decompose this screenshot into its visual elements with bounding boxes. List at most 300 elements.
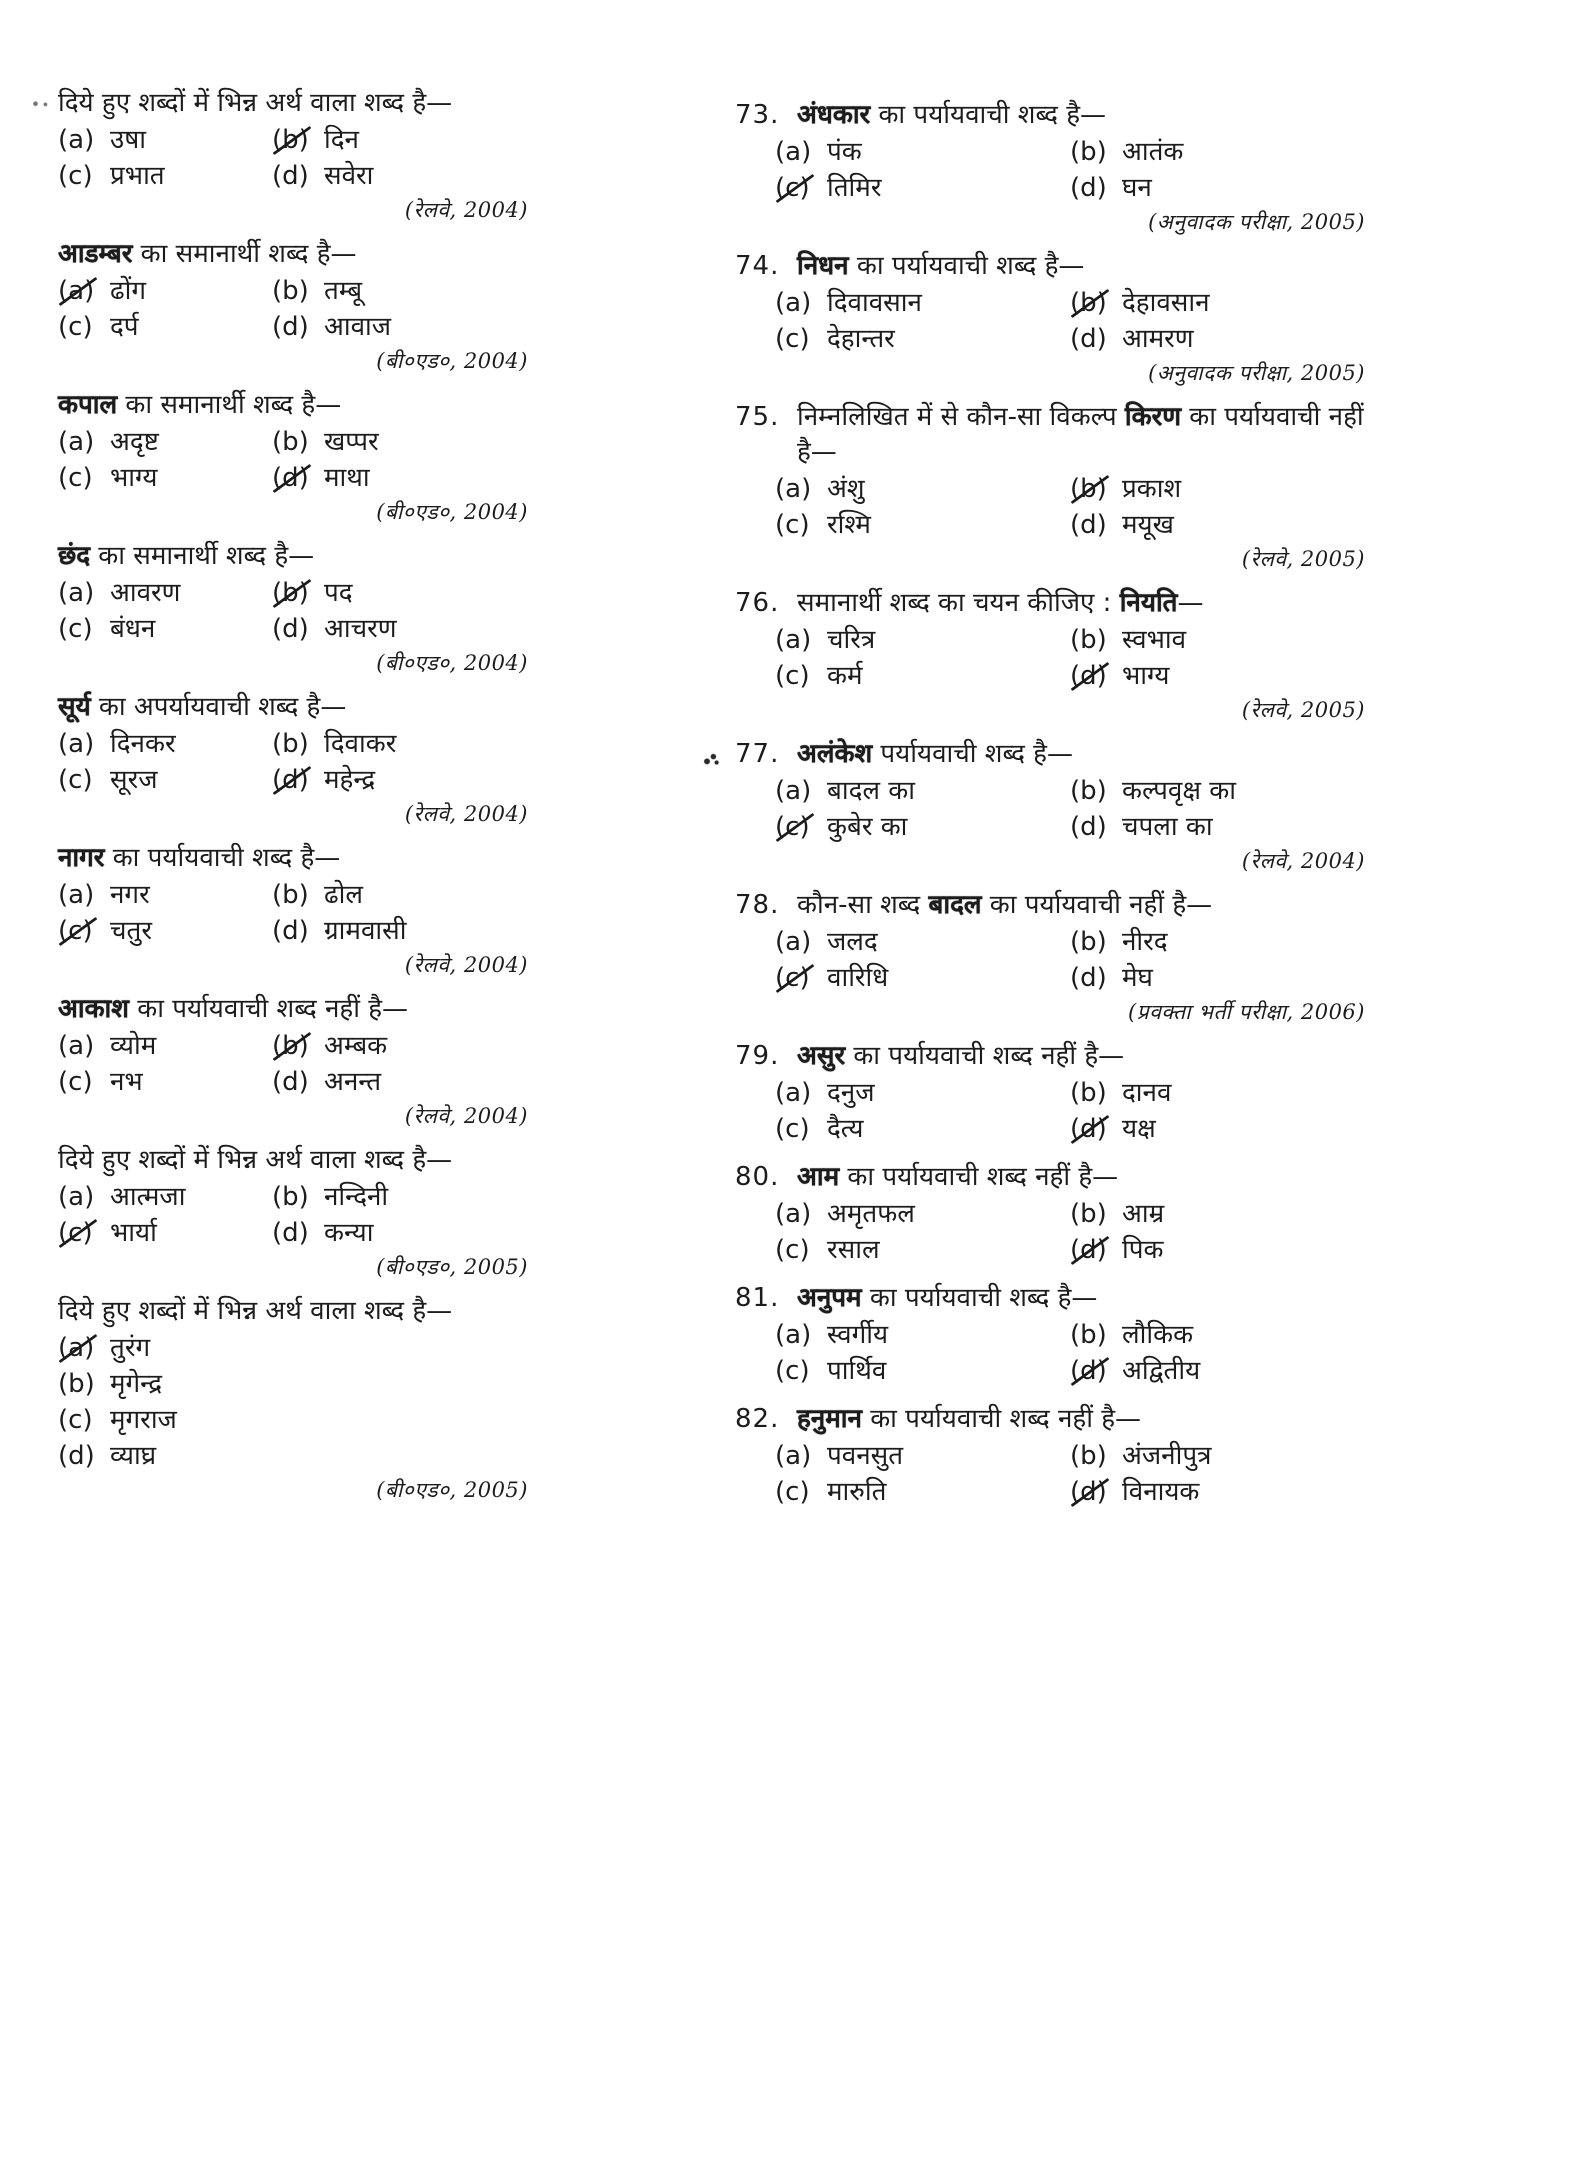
- option-text: दनुज: [827, 1078, 875, 1108]
- option-text: अंशु: [827, 474, 865, 504]
- question-text-segment: नियति: [1119, 588, 1178, 618]
- option-letter: (d): [1070, 324, 1107, 354]
- question-text: [58, 992, 528, 1027]
- option-letter: (b): [272, 276, 309, 306]
- question-text: [797, 737, 1365, 772]
- option-c: [58, 1403, 528, 1438]
- option-text: सूरज: [110, 765, 158, 795]
- options: [775, 1197, 1365, 1268]
- question-block: [58, 1294, 528, 1504]
- option-letter-pen-marked: (d): [1070, 1354, 1122, 1389]
- question-text-segment: का पर्यायवाची शब्द है—: [104, 843, 341, 873]
- option-b: [1070, 1318, 1365, 1353]
- question-number: 74.: [735, 251, 780, 281]
- option-letter: (a): [58, 427, 95, 457]
- option-letter: (c): [58, 312, 93, 342]
- option-letter-pen-marked: (b): [272, 1029, 324, 1064]
- question-text-segment: आडम्बर: [58, 239, 133, 269]
- option-text: बादल का: [827, 776, 915, 806]
- option-b: [1070, 623, 1365, 658]
- question-text-segment: का समानार्थी शब्द है—: [117, 390, 342, 420]
- options: [58, 123, 528, 194]
- option-text: दिनकर: [110, 729, 176, 759]
- option-text: पार्थिव: [827, 1356, 887, 1386]
- option-letter: (a): [58, 880, 95, 910]
- question-number: 76.: [735, 588, 780, 618]
- option-d: [272, 612, 528, 647]
- exam-source-label: (बी०एड०, 2005): [376, 1478, 528, 1502]
- option-b: [272, 727, 528, 762]
- question-text-segment: पर्यायवाची शब्द है—: [872, 739, 1073, 769]
- option-letter: (c): [58, 1067, 93, 1097]
- exam-source-label: (बी०एड०, 2004): [376, 349, 528, 373]
- question-line: [58, 1294, 528, 1329]
- option-d: [1070, 659, 1365, 694]
- option-letter-pen-marked: (c): [775, 171, 827, 206]
- option-text: पवनसुत: [827, 1441, 904, 1471]
- option-text: अनन्त: [324, 1067, 382, 1097]
- option-a: [58, 425, 272, 460]
- option-c: [58, 461, 272, 496]
- option-text: कल्पवृक्ष का: [1122, 776, 1236, 806]
- exam-source-label: (बी०एड०, 2004): [376, 500, 528, 524]
- option-text: चरित्र: [827, 625, 876, 655]
- option-letter: (c): [58, 614, 93, 644]
- option-letter: (d): [1070, 963, 1107, 993]
- option-a: [775, 774, 1070, 809]
- option-text: जलद: [827, 927, 878, 957]
- option-text: अमृतफल: [827, 1199, 915, 1229]
- option-text: पद: [324, 578, 353, 608]
- option-text: रश्मि: [827, 510, 871, 540]
- option-c: [775, 508, 1070, 543]
- option-letter: (b): [1070, 1441, 1107, 1471]
- option-d: [272, 1216, 528, 1251]
- option-letter-pen-marked: (c): [58, 914, 110, 949]
- question-text: [58, 388, 528, 423]
- exam-source-label: (रेलवे, 2004): [404, 198, 528, 222]
- option-letter: (d): [272, 312, 309, 342]
- question-block: [735, 586, 1365, 724]
- question-block: [735, 737, 1365, 875]
- option-d: [272, 159, 528, 194]
- question-block: [735, 888, 1365, 1026]
- option-letter: (c): [58, 463, 93, 493]
- exam-source-label: (अनुवादक परीक्षा, 2005): [1148, 210, 1365, 234]
- option-text: आतंक: [1122, 137, 1184, 167]
- option-letter-pen-marked: (a): [58, 1331, 110, 1366]
- option-text: बंधन: [110, 614, 156, 644]
- option-text: दैत्य: [827, 1114, 864, 1144]
- option-letter-pen-marked: (c): [775, 961, 827, 996]
- exam-source-label: (रेलवे, 2005): [1241, 698, 1365, 722]
- option-text: घन: [1122, 173, 1152, 203]
- question-text-segment: का पर्यायवाची शब्द है—: [870, 100, 1107, 130]
- option-letter: (a): [775, 137, 812, 167]
- option-text: अम्बक: [324, 1031, 388, 1061]
- option-letter: (c): [58, 1405, 93, 1435]
- question-text-segment: का पर्यायवाची शब्द नहीं है—: [839, 1162, 1119, 1192]
- option-text: नीरद: [1122, 927, 1168, 957]
- option-c: [58, 612, 272, 647]
- question-text-segment: अनुपम: [797, 1283, 862, 1313]
- question-line: [735, 1039, 1365, 1074]
- option-text: व्याघ्र: [110, 1441, 157, 1471]
- question-line: [735, 400, 1365, 470]
- exam-source-label: (प्रवक्ता भर्ती परीक्षा, 2006): [1128, 1000, 1365, 1024]
- option-text: मयूख: [1122, 510, 1174, 540]
- question-block: [735, 1402, 1365, 1510]
- option-letter: (a): [775, 1199, 812, 1229]
- option-text: ढोल: [324, 880, 364, 910]
- question-number: 79.: [735, 1041, 780, 1071]
- option-letter-pen-marked: (d): [272, 763, 324, 798]
- question-block: [58, 992, 528, 1130]
- option-text: अंजनीपुत्र: [1122, 1441, 1212, 1471]
- option-letter-pen-marked: (b): [1070, 472, 1122, 507]
- option-c: [58, 310, 272, 345]
- question-line: [735, 98, 1365, 133]
- option-c: [775, 1475, 1070, 1510]
- option-text: तिमिर: [827, 173, 882, 203]
- question-line: [58, 388, 528, 423]
- question-text-segment: का पर्यायवाची नहीं है—: [981, 890, 1213, 920]
- option-b: [1070, 774, 1365, 809]
- option-letter: (b): [1070, 137, 1107, 167]
- option-letter: (c): [775, 510, 810, 540]
- option-text: प्रभात: [110, 161, 165, 191]
- question-block: [735, 1281, 1365, 1389]
- exam-source-label: (रेलवे, 2005): [1241, 547, 1365, 571]
- question-text: [58, 1143, 528, 1178]
- option-letter: (a): [775, 1078, 812, 1108]
- option-text: दिन: [324, 125, 359, 155]
- option-letter: (a): [58, 1182, 95, 1212]
- option-letter: (d): [272, 916, 309, 946]
- option-text: नभ: [110, 1067, 143, 1097]
- option-letter: (c): [775, 1235, 810, 1265]
- question-block: [735, 249, 1365, 387]
- question-text: [58, 539, 528, 574]
- option-c: [58, 159, 272, 194]
- option-text: आचरण: [324, 614, 397, 644]
- option-a: [775, 135, 1070, 170]
- options: [58, 727, 528, 798]
- question-text-segment: का पर्यायवाची शब्द नहीं है—: [861, 1404, 1141, 1434]
- question-number: 80.: [735, 1162, 780, 1192]
- option-a: [775, 1076, 1070, 1111]
- question-text-segment: आकाश: [58, 994, 129, 1024]
- option-text: स्वर्गीय: [827, 1320, 889, 1350]
- question-text: [797, 1039, 1365, 1074]
- option-text: पंक: [827, 137, 862, 167]
- question-block: [58, 237, 528, 375]
- question-text-segment: हनुमान: [797, 1404, 862, 1434]
- option-text: अद्वितीय: [1122, 1356, 1201, 1386]
- question-text-segment: का पर्यायवाची शब्द नहीं है—: [128, 994, 409, 1024]
- option-text: भाग्य: [110, 463, 158, 493]
- option-text: रसाल: [827, 1235, 880, 1265]
- option-letter: (d): [1070, 510, 1107, 540]
- right-column: [735, 86, 1365, 1523]
- question-block: [735, 1039, 1365, 1147]
- option-text: दानव: [1122, 1078, 1172, 1108]
- options: [775, 135, 1365, 206]
- question-text-segment: का पर्यायवाची शब्द है—: [861, 1283, 1098, 1313]
- option-letter-pen-marked: (a): [58, 274, 110, 309]
- option-letter: (c): [775, 1114, 810, 1144]
- question-text: [58, 1294, 528, 1329]
- question-block: [58, 388, 528, 526]
- exam-source-label: (रेलवे, 2004): [1241, 849, 1365, 873]
- question-block: [58, 86, 528, 224]
- option-a: [58, 1180, 272, 1215]
- exam-source-label: (बी०एड०, 2004): [376, 651, 528, 675]
- option-text: उषा: [110, 125, 147, 155]
- option-text: ग्रामवासी: [324, 916, 407, 946]
- option-c: [58, 1065, 272, 1100]
- option-text: वारिधि: [827, 963, 889, 993]
- question-number: 81.: [735, 1283, 780, 1313]
- option-b: [272, 1180, 528, 1215]
- option-a: [775, 1318, 1070, 1353]
- question-text-segment: अंधकार: [797, 100, 871, 130]
- option-c: [775, 322, 1070, 357]
- option-c: [58, 914, 272, 949]
- question-text-segment: असुर: [797, 1041, 846, 1071]
- option-b: [1070, 1076, 1365, 1111]
- option-letter: (b): [1070, 927, 1107, 957]
- question-number: 73.: [735, 100, 780, 130]
- option-letter: (c): [775, 661, 810, 691]
- question-text-segment: सूर्य: [58, 692, 91, 722]
- options: [775, 286, 1365, 357]
- option-letter: (c): [775, 1356, 810, 1386]
- option-a: [58, 1029, 272, 1064]
- question-text: [797, 400, 1365, 470]
- option-letter: (b): [272, 729, 309, 759]
- option-b: [272, 425, 528, 460]
- question-text-segment: नागर: [58, 843, 105, 873]
- question-text-segment: अलंकेश: [797, 739, 873, 769]
- question-text-segment: का पर्यायवाची शब्द है—: [848, 251, 1085, 281]
- question-text-segment: दिये हुए शब्दों में भिन्न अर्थ वाला शब्द है—: [58, 1145, 453, 1175]
- option-letter-pen-marked: (b): [1070, 286, 1122, 321]
- question-text-segment: दिये हुए शब्दों में भिन्न अर्थ वाला शब्द है—: [58, 1296, 453, 1326]
- option-d: [272, 461, 528, 496]
- question-line: [58, 237, 528, 272]
- option-d: [272, 310, 528, 345]
- option-b: [272, 576, 528, 611]
- option-letter: (b): [1070, 1199, 1107, 1229]
- question-line: [58, 992, 528, 1027]
- pen-mark: [701, 751, 721, 767]
- question-text-segment: छंद: [58, 541, 91, 571]
- question-line: [735, 888, 1365, 923]
- option-a: [58, 727, 272, 762]
- option-text: चपला का: [1122, 812, 1213, 842]
- option-a: [58, 123, 272, 158]
- options: [58, 576, 528, 647]
- option-c: [775, 1233, 1070, 1268]
- option-text: नन्दिनी: [324, 1182, 389, 1212]
- options: [775, 774, 1365, 845]
- option-text: खप्पर: [324, 427, 379, 457]
- question-number: 75.: [735, 402, 780, 432]
- option-b: [58, 1367, 528, 1402]
- option-letter-pen-marked: (d): [1070, 1112, 1122, 1147]
- option-text: मृगराज: [110, 1405, 177, 1435]
- option-c: [775, 961, 1070, 996]
- option-d: [1070, 508, 1365, 543]
- option-letter-pen-marked: (b): [272, 123, 324, 158]
- option-letter: (c): [775, 1477, 810, 1507]
- option-c: [775, 1112, 1070, 1147]
- options: [58, 1029, 528, 1100]
- option-letter: (d): [272, 161, 309, 191]
- option-text: आमरण: [1122, 324, 1194, 354]
- option-letter: (a): [58, 1031, 95, 1061]
- question-text: [58, 841, 528, 876]
- option-text: दर्प: [110, 312, 139, 342]
- option-text: ढोंग: [110, 276, 147, 306]
- option-a: [775, 286, 1070, 321]
- option-text: दिवावसान: [827, 288, 922, 318]
- option-text: नगर: [110, 880, 150, 910]
- option-letter: (a): [58, 578, 95, 608]
- pen-smudge: [30, 96, 52, 110]
- exam-source-label: (रेलवे, 2004): [404, 802, 528, 826]
- question-line: [735, 249, 1365, 284]
- option-letter-pen-marked: (c): [775, 810, 827, 845]
- option-text: सवेरा: [324, 161, 374, 191]
- option-b: [272, 1029, 528, 1064]
- option-text: आवरण: [110, 578, 181, 608]
- question-block: [735, 400, 1365, 573]
- option-c: [775, 659, 1070, 694]
- option-text: भार्या: [110, 1218, 157, 1248]
- option-b: [1070, 472, 1365, 507]
- option-text: व्योम: [110, 1031, 157, 1061]
- option-b: [272, 123, 528, 158]
- options: [775, 1318, 1365, 1389]
- question-text: [797, 1281, 1365, 1316]
- question-line: [58, 1143, 528, 1178]
- option-letter: (d): [272, 1218, 309, 1248]
- option-text: भाग्य: [1122, 661, 1170, 691]
- option-letter-pen-marked: (c): [58, 1216, 110, 1251]
- option-d: [1070, 810, 1365, 845]
- question-block: [735, 98, 1365, 236]
- exam-source-label: (रेलवे, 2004): [404, 1104, 528, 1128]
- option-letter: (b): [1070, 625, 1107, 655]
- option-text: मेघ: [1122, 963, 1153, 993]
- question-block: [58, 841, 528, 979]
- option-a: [775, 472, 1070, 507]
- question-text: [797, 888, 1365, 923]
- option-letter: (c): [775, 324, 810, 354]
- option-letter: (a): [775, 1320, 812, 1350]
- option-text: प्रकाश: [1122, 474, 1182, 504]
- options: [775, 472, 1365, 543]
- option-a: [775, 623, 1070, 658]
- question-text: [797, 249, 1365, 284]
- option-letter: (b): [272, 880, 309, 910]
- option-letter: (c): [58, 161, 93, 191]
- question-number: 77.: [735, 739, 780, 769]
- question-number: 78.: [735, 890, 780, 920]
- question-text: [58, 86, 528, 121]
- options: [58, 425, 528, 496]
- question-line: [735, 1402, 1365, 1437]
- option-d: [1070, 1354, 1365, 1389]
- option-c: [58, 763, 272, 798]
- option-letter: (a): [775, 625, 812, 655]
- option-c: [775, 171, 1070, 206]
- question-text: [797, 1402, 1365, 1437]
- option-d: [1070, 961, 1365, 996]
- option-c: [775, 1354, 1070, 1389]
- exam-source-label: (रेलवे, 2004): [404, 953, 528, 977]
- option-d: [272, 1065, 528, 1100]
- option-text: तम्बू: [324, 276, 363, 306]
- option-letter: (d): [272, 1067, 309, 1097]
- question-line: [58, 841, 528, 876]
- question-text: [58, 690, 528, 725]
- question-text-segment: निम्नलिखित में से कौन-सा विकल्प: [797, 402, 1125, 432]
- option-d: [1070, 1475, 1365, 1510]
- option-letter: (d): [58, 1441, 95, 1471]
- option-text: स्वभाव: [1122, 625, 1187, 655]
- question-block: [58, 539, 528, 677]
- option-text: मृगेन्द्र: [110, 1369, 163, 1399]
- option-b: [272, 878, 528, 913]
- question-text-segment: कौन-सा शब्द: [797, 890, 929, 920]
- option-letter: (b): [58, 1369, 95, 1399]
- question-block: [735, 1160, 1365, 1268]
- option-letter: (b): [272, 427, 309, 457]
- options: [775, 925, 1365, 996]
- question-text: [797, 98, 1365, 133]
- question-block: [58, 1143, 528, 1281]
- option-text: अदृष्ट: [110, 427, 159, 457]
- option-text: दिवाकर: [324, 729, 397, 759]
- option-d: [1070, 171, 1365, 206]
- option-c: [58, 1216, 272, 1251]
- option-letter: (a): [775, 1441, 812, 1471]
- question-text-segment: समानार्थी शब्द का चयन कीजिए :: [797, 588, 1120, 618]
- options: [775, 1076, 1365, 1147]
- option-text: देहावसान: [1122, 288, 1210, 318]
- question-line: [735, 586, 1365, 621]
- option-letter-pen-marked: (d): [1070, 1475, 1122, 1510]
- option-text: आत्मजा: [110, 1182, 186, 1212]
- question-text-segment: का पर्यायवाची नहीं है—: [797, 402, 1364, 467]
- option-letter-pen-marked: (d): [1070, 659, 1122, 694]
- left-column: [58, 86, 528, 1517]
- question-line: [735, 1281, 1365, 1316]
- option-b: [1070, 925, 1365, 960]
- option-b: [1070, 135, 1365, 170]
- option-d: [1070, 322, 1365, 357]
- option-text: माथा: [324, 463, 370, 493]
- option-text: लौकिक: [1122, 1320, 1194, 1350]
- option-text: आवाज: [324, 312, 392, 342]
- option-b: [1070, 1197, 1365, 1232]
- option-a: [775, 1197, 1070, 1232]
- option-b: [1070, 1439, 1365, 1474]
- option-text: आम्र: [1122, 1199, 1165, 1229]
